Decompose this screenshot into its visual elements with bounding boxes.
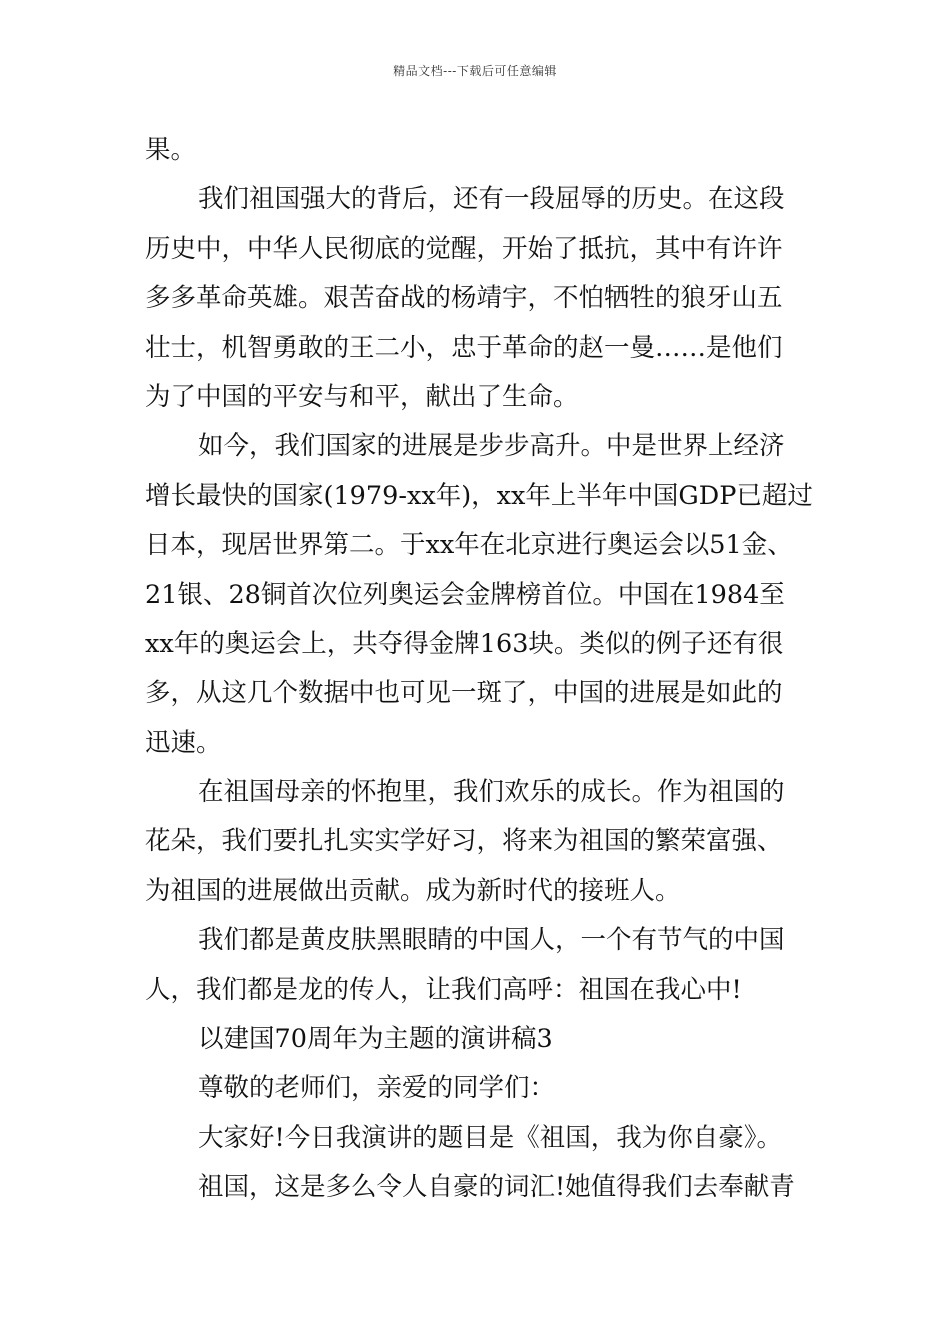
text-line: 大家好!今日我演讲的题目是《祖国，我为你自豪》。: [198, 1122, 782, 1153]
text-line: 多，从这几个数据中也可见一斑了，中国的进展是如此的: [145, 678, 783, 709]
text-line: 为祖国的进展做出贡献。成为新时代的接班人。: [145, 875, 681, 906]
text-line: 21银、28铜首次位列奥运会金牌榜首位。中国在1984至: [145, 579, 785, 610]
text-line: 迅速。: [145, 727, 222, 758]
text-line: 果。: [145, 135, 197, 165]
text-line: 如今，我们国家的进展是步步高升。中是世界上经济: [198, 431, 785, 462]
text-line: 我们都是黄皮肤黑眼睛的中国人，一个有节气的中国: [198, 925, 785, 956]
text-line: 日本，现居世界第二。于xx年在北京进行奥运会以51金、: [145, 530, 793, 561]
text-line: xx年的奥运会上，共夺得金牌163块。类似的例子还有很: [145, 628, 784, 659]
text-line: 祖国，这是多么令人自豪的词汇!她值得我们去奉献青: [198, 1172, 795, 1203]
text-line: 增长最快的国家(1979-xx年)，xx年上半年中国GDP已超过: [145, 480, 813, 511]
text-line: 历史中，中华人民彻底的觉醒，开始了抵抗，其中有许许: [145, 233, 783, 264]
text-line: 人，我们都是龙的传人，让我们高呼：祖国在我心中!: [145, 974, 742, 1005]
page-header: 精品文档---下载后可任意编辑: [393, 64, 557, 78]
text-line: 在祖国母亲的怀抱里，我们欢乐的成长。作为祖国的: [198, 777, 785, 808]
text-line: 花朵，我们要扎扎实实学好习，将来为祖国的繁荣富强、: [145, 826, 783, 857]
text-line: 为了中国的平安与和平，献出了生命。: [145, 381, 579, 412]
salutation: 尊敬的老师们，亲爱的同学们：: [198, 1073, 556, 1104]
text-line: 壮士，机智勇敢的王二小，忠于革命的赵一曼……是他们: [145, 332, 783, 363]
document-body: [145, 126, 813, 1213]
text-line: 我们祖国强大的背后，还有一段屈辱的历史。在这段: [198, 184, 785, 215]
section-title: 以建国70周年为主题的演讲稿3: [198, 1024, 553, 1055]
text-line: 多多革命英雄。艰苦奋战的杨靖宇，不怕牺牲的狼牙山五: [145, 283, 783, 314]
